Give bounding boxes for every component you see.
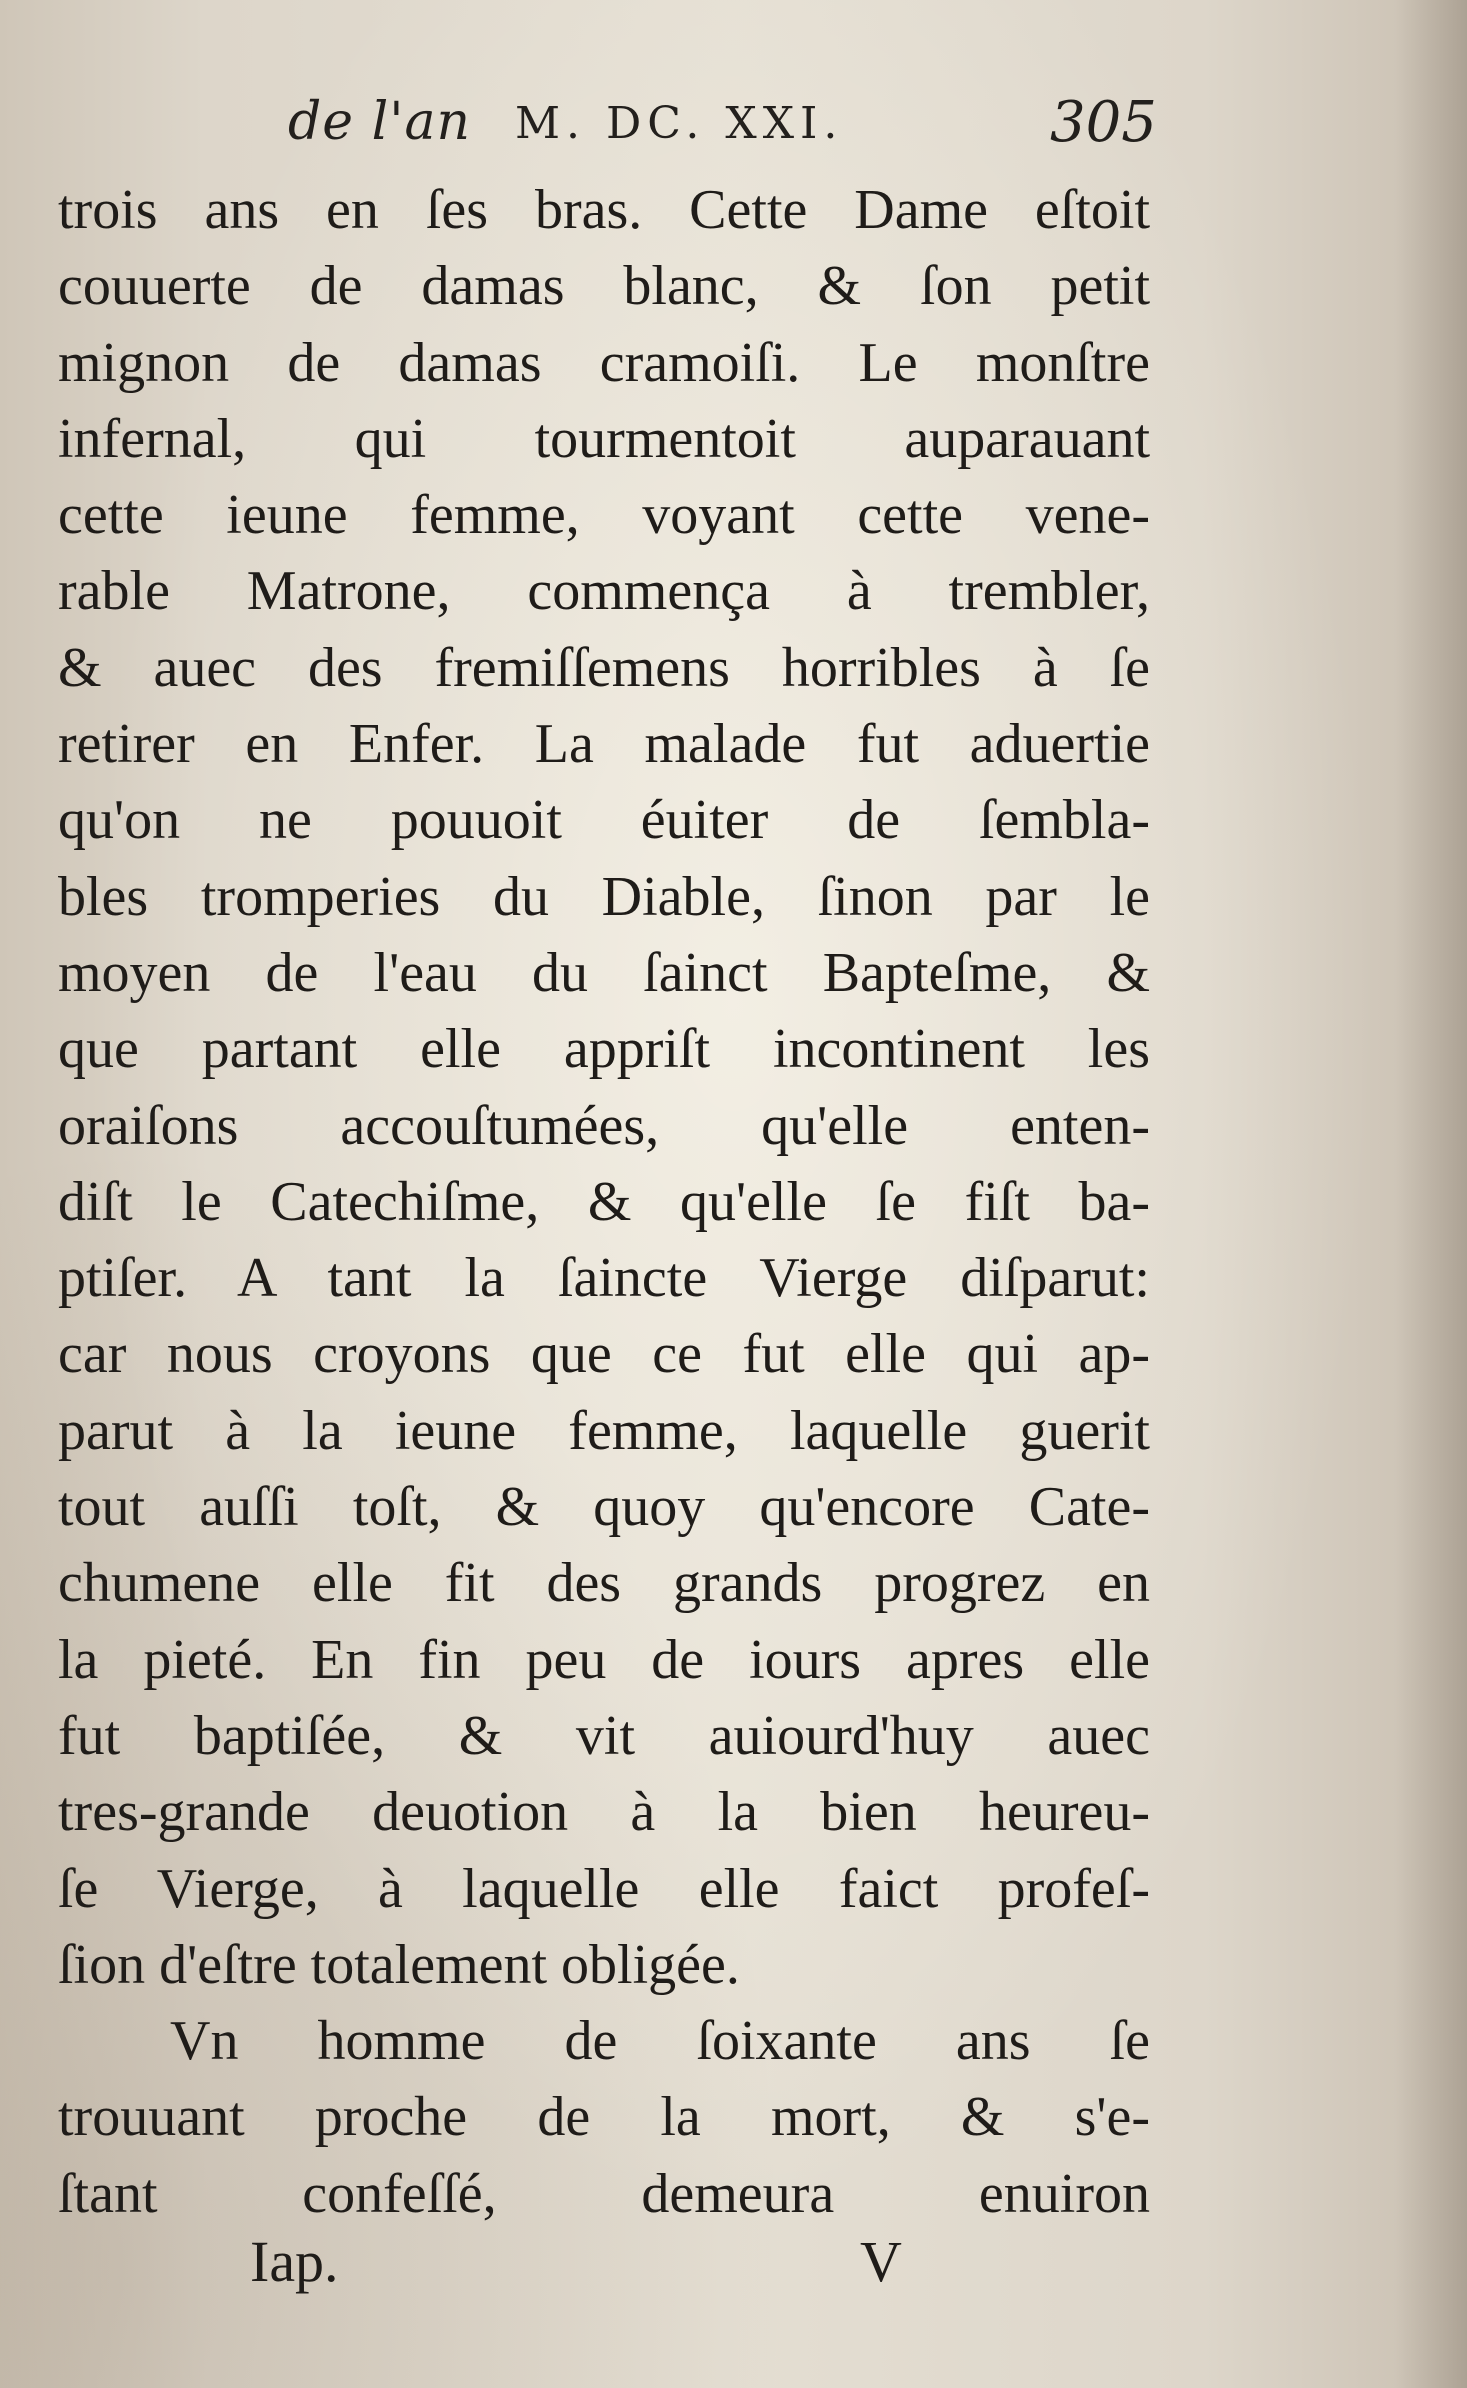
text-line: cette ieune femme, voyant cette vene- [58, 484, 1150, 547]
text-line: que partant elle appriſt incontinent les [58, 1018, 1150, 1081]
text-line: diſt le Catechiſme, & qu'elle ſe fiſt ba- [58, 1170, 1150, 1233]
text-line: chumene elle fit des grands progrez en [58, 1552, 1150, 1615]
text-line: oraiſons accouſtumées, qu'elle enten- [58, 1094, 1150, 1157]
text-line: trouuant proche de la mort, & s'e- [58, 2086, 1150, 2149]
text-line: car nous croyons que ce fut elle qui ap- [58, 1323, 1150, 1386]
text-line: ſtant confeſſé, demeura enuiron [58, 2162, 1150, 2225]
text-line: fut baptiſée, & vit auiourd'huy auec [58, 1704, 1150, 1767]
text-line-paragraph-start: Vn homme de ſoixante ans ſe [170, 2010, 1150, 2073]
text-line: ſion d'eſtre totalement obligée. [58, 1933, 740, 1996]
text-line: mignon de damas cramoiſi. Le monſtre [58, 331, 1150, 394]
text-line: qu'on ne pouuoit éuiter de ſembla- [58, 789, 1150, 852]
text-line: trois ans en ſes bras. Cette Dame eſtoit [58, 179, 1150, 241]
text-line: bles tromperies du Diable, ſinon par le [58, 865, 1150, 928]
text-line: tres-grande deuotion à la bien heureu- [58, 1781, 1150, 1844]
text-line: moyen de l'eau du ſainct Bapteſme, & [58, 941, 1150, 1004]
text-line: & auec des fremiſſemens horribles à ſe [58, 636, 1150, 699]
catchword: Iap. [250, 2229, 339, 2294]
page-footer [0, 2228, 1467, 2298]
body-text [58, 172, 1150, 2232]
text-line: ptiſer. A tant la ſaincte Vierge diſparut: [58, 1247, 1150, 1310]
text-line: couuerte de damas blanc, & ſon petit [58, 255, 1150, 318]
signature-mark: V [860, 2229, 902, 2294]
text-line: la pieté. En fin peu de iours apres elle [58, 1628, 1150, 1691]
running-header [0, 92, 1467, 162]
text-line: infernal, qui tourmentoit auparauant [58, 407, 1150, 470]
page-gutter-shadow [1395, 0, 1467, 2388]
text-line: parut à la ieune femme, laquelle guerit [58, 1399, 1150, 1462]
running-year: M. DC. XXI. [515, 98, 844, 149]
text-line: tout auſſi toſt, & quoy qu'encore Cate- [58, 1476, 1150, 1539]
text-line: retirer en Enfer. La malade fut aduertie [58, 713, 1150, 776]
text-line: ſe Vierge, à laquelle elle faict profeſ- [58, 1857, 1150, 1920]
text-line: rable Matrone, commença à trembler, [58, 560, 1150, 623]
page-number: 305 [1050, 90, 1157, 155]
running-title: de l'an [288, 92, 472, 152]
